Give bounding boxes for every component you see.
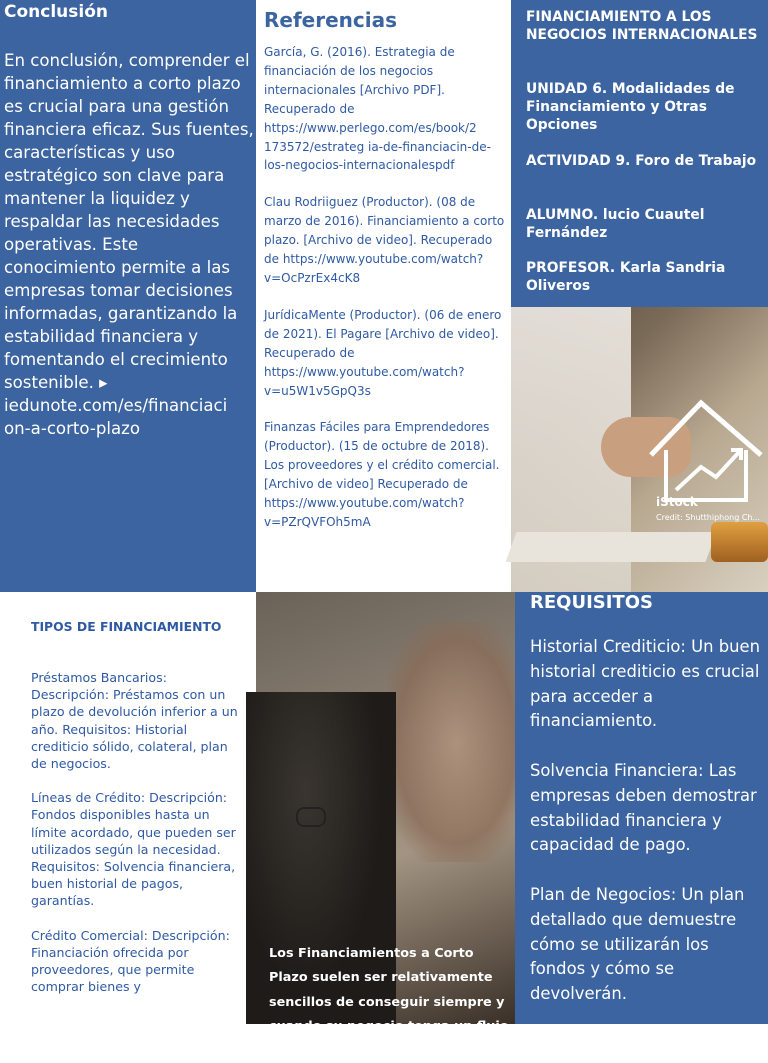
course-name: FINANCIAMIENTO A LOS NEGOCIOS INTERNACIONALES — [526, 9, 758, 43]
photo-glasses-shape — [296, 807, 326, 827]
reference-item[interactable]: García, G. (2016). Estrategia de financiación de los negocios internacionales [Archivo PDF]. Recuperado de https://www.perlego.com/es/book/2 173572/estrateg ia-de-financiacin-de-los-negocios-internacionalespdf — [264, 45, 491, 173]
type-item: Líneas de Crédito: Descripción: Fondos disponibles hasta un límite acordado, que pueden ser utilizados según la necesidad. Requisitos: Solvencia financiera, buen historial de pagos, garantías. — [31, 790, 236, 909]
type-item: Préstamos Bancarios: Descripción: Préstamos con un plazo de devolución inferior a un año. Requisitos: Historial crediticio sólido, colateral, plan de negocios. — [31, 670, 238, 772]
photo-person-shape — [386, 622, 526, 862]
requirements-panel — [515, 592, 768, 1024]
activity-name: ACTIVIDAD 9. Foro de Trabajo — [526, 153, 757, 169]
types-title: TIPOS DE FINANCIAMIENTO — [31, 619, 222, 634]
requirement-item: Historial Crediticio: Un buen historial crediticio es crucial para acceder a financiamiento. — [530, 637, 761, 731]
types-list — [31, 669, 246, 1012]
conclusion-text: En conclusión, comprender el financiamiento a corto plazo es crucial para una gestión financiera eficaz. Sus fuentes, características y uso estratégico son clave para mantener la liquidez y respaldar las necesidades operativas. Este conocimiento permite a las empresas tomar decisiones informadas, garantizando la estabilidad financiera y fomentando el crecimiento sostenible. ▸ iedunote.com/es/financiaci on-a-corto-plazo — [4, 51, 254, 438]
type-item: Crédito Comercial: Descripción: Financiación ofrecida por proveedores, que permite comprar bienes y — [31, 927, 230, 995]
requirement-item: Solvencia Financiera: Las empresas deben demostrar estabilidad financiera y capacidad de pago. — [530, 760, 757, 855]
references-panel — [256, 0, 511, 592]
student-name: ALUMNO. lucio Cuautel Fernández — [526, 207, 705, 241]
financing-types-panel — [0, 592, 256, 1024]
photo-credit: Credit: Shutthiphong Ch... — [656, 513, 761, 522]
requirements-list — [530, 635, 760, 1032]
photo-caption: Los Financiamientos a Corto Plazo suelen ser relativamente sencillos de conseguir siempre y cuando su negocio tenga un flujo de caja — [269, 946, 509, 1059]
requirement-item: Plan de Negocios: Un plan detallado que demuestre cómo se utilizarán los fondos y cómo se devolverán. — [530, 884, 745, 1004]
conclusion-title: Conclusión — [4, 2, 108, 22]
house-growth-icon — [641, 395, 768, 505]
reference-item[interactable]: Finanzas Fáciles para Emprendedores (Productor). (15 de octubre de 2018). Los proveedores y el crédito comercial. [Archivo de video] Recuperado de https://www.youtube.com/watch?v=PZrQVFOh5mA — [264, 420, 500, 529]
course-info-panel — [511, 0, 768, 307]
photo-calculator-shape — [506, 532, 717, 562]
unit-name: UNIDAD 6. Modalidades de Financiamiento y Otras Opciones — [526, 81, 735, 133]
reference-item[interactable]: Clau Rodriiguez (Productor). (08 de marzo de 2016). Financiamiento a corto plazo. [Archivo de video]. Recuperado de https://www.youtube.com/watch?v=OcPzrEx4cK8 — [264, 195, 505, 285]
meeting-photo — [256, 592, 515, 1059]
requirements-title: REQUISITOS — [530, 592, 653, 613]
references-title: Referencias — [264, 8, 398, 32]
finance-photo — [511, 307, 768, 593]
teacher-name: PROFESOR. Karla Sandria Oliveros — [526, 260, 726, 294]
stock-watermark: iStock — [656, 495, 698, 509]
references-list — [264, 43, 508, 550]
conclusion-panel — [0, 0, 256, 592]
reference-item[interactable]: JurídicaMente (Productor). (06 de enero de 2021). El Pagare [Archivo de video]. Recuperado de https://www.youtube.com/watch?v=u5W1v5GpQ3s — [264, 307, 502, 398]
photo-coins-shape — [711, 522, 768, 562]
